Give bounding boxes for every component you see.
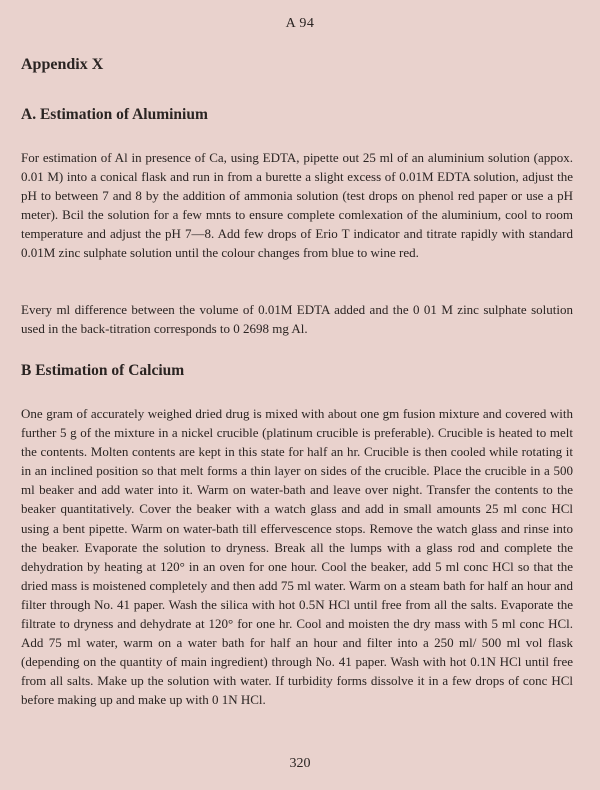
section-a-paragraph-1: For estimation of Al in presence of Ca, using EDTA, pipette out 25 ml of an aluminium solution (appox. 0.01 M) into a conical flask and run in from a burette a slight excess of 0.01M EDTA solution, adjust the pH to between 7 and 8 by the addition of ammonia solution (test drops on phenol red paper or use a pH meter). Bcil the solution for a few mnts to ensure complete comlexation of the aluminium, cool to room temperature and adjust the pH 7—8. Add few drops of Erio T indicator and titrate rapidly with standard 0.01M zinc sulphate solution until the colour changes from blue to wine red. (21, 150, 573, 261)
page-number: 320 (289, 756, 311, 771)
section-a-paragraph-2: Every ml difference between the volume of 0.01M EDTA added and the 0 01 M zinc sulphate solution used in the back-titration corresponds to 0 2698 mg Al. (21, 302, 573, 337)
page-header-code: A 94 (285, 16, 315, 31)
section-b-heading: B Estimation of Calcium (21, 362, 185, 379)
section-a-heading: A. Estimation of Aluminium (21, 106, 208, 123)
appendix-title: Appendix X (21, 56, 104, 73)
section-b-paragraph-1: One gram of accurately weighed dried drug is mixed with about one gm fusion mixture and covered with further 5 g of the mixture in a nickel crucible (platinum crucible is preferable). Crucible is heated to melt the contents. Molten contents are kept in this state for half an hr. Crucible is then cooled while rotating it in an inclined position so that melt forms a thin layer on sides of the crucible. Place the crucible in a 500 ml beaker and add water into it. Warm on water-bath and leave over night. Transfer the contents to the beaker quantitatively. Cover the beaker with a watch glass and add in small amounts 25 ml conc HCl using a bent pipette. Warm on water-bath till effervescence stops. Remove the watch glass and rinse into the beaker. Evaporate the solution to dryness. Break all the lumps with a glass rod and complete the dehydration by heating at 120° in an oven for one hour. Cool the beaker, add 5 ml conc HCl so that the dried mass is moistened completely and then add 75 ml water. Warm on a steam bath for half an hour and filter through No. 41 paper. Wash the silica with hot 0.5N HCl until free from all the salts. Evaporate the filtrate to dryness and dehydrate at 120° for one hr. Cool and moisten the dry mass with 5 ml conc HCl. Add 75 ml water, warm on a water bath for half an hour and filter into a 250 ml/ 500 ml vol flask (depending on the quantity of main ingredient) through No. 41 paper. Wash with hot 0.1N HCl until free from all salts. Make up the solution with water. If turbidity forms dissolve it in a few drops of conc HCl before making up and make up with 0 1N HCl. (21, 406, 573, 708)
